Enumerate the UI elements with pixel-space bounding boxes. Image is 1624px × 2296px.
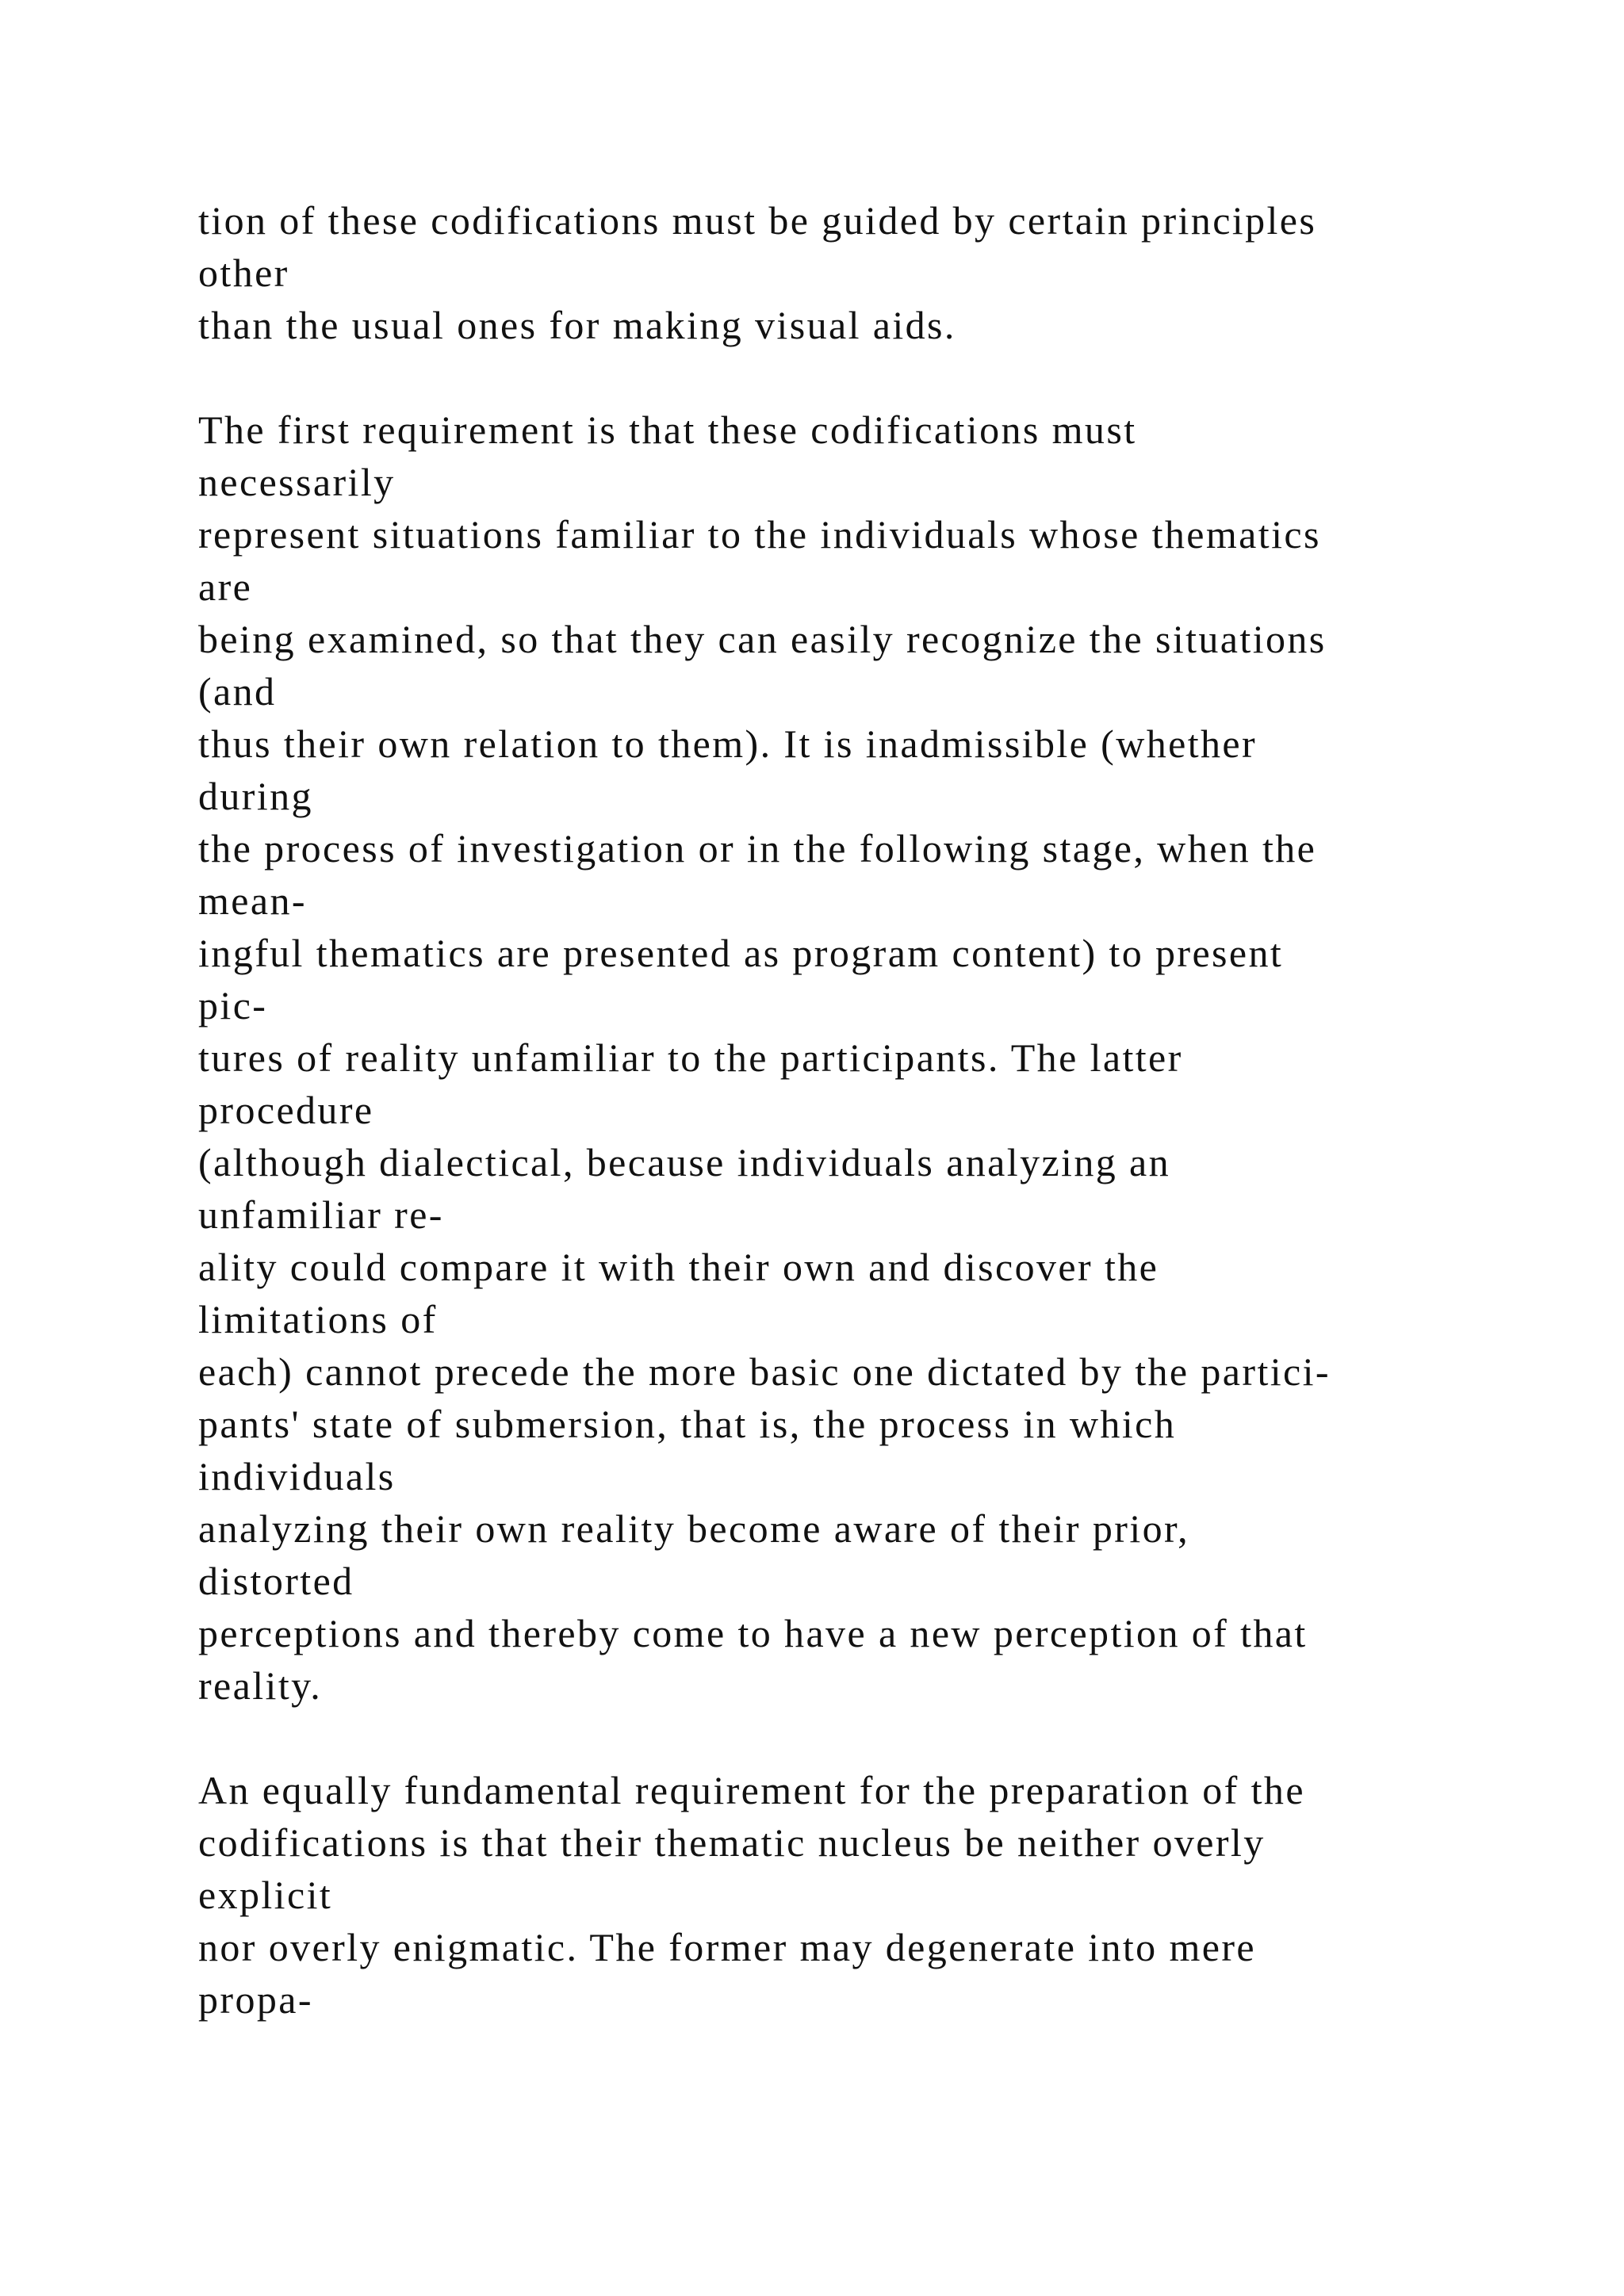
text-line: (although dialectical, because individuals analyzing an bbox=[198, 1140, 1171, 1184]
text-line: analyzing their own reality become aware of their prior, bbox=[198, 1506, 1189, 1551]
paragraph-gap bbox=[198, 351, 1507, 404]
text-line: The first requirement is that these codifications must bbox=[198, 408, 1137, 452]
text-line: distorted bbox=[198, 1559, 354, 1603]
text-line: tures of reality unfamiliar to the participants. The latter bbox=[198, 1035, 1183, 1080]
paragraph-2 bbox=[198, 404, 1507, 1712]
text-line: than the usual ones for making visual aids. bbox=[198, 303, 956, 347]
text-line: ingful thematics are presented as program content) to present bbox=[198, 931, 1284, 975]
paragraph-3 bbox=[198, 1764, 1507, 2026]
text-line: necessarily bbox=[198, 460, 396, 504]
text-line: codifications is that their thematic nucleus be neither overly bbox=[198, 1820, 1266, 1865]
text-line: nor overly enigmatic. The former may degenerate into mere bbox=[198, 1925, 1256, 1969]
document-page bbox=[198, 194, 1507, 2026]
text-line: limitations of bbox=[198, 1297, 438, 1341]
text-line: other bbox=[198, 251, 289, 295]
text-line: (and bbox=[198, 669, 277, 714]
text-line: individuals bbox=[198, 1454, 396, 1498]
text-line: each) cannot precede the more basic one dictated by the partici- bbox=[198, 1349, 1331, 1394]
text-line: propa- bbox=[198, 1977, 313, 2022]
text-line: thus their own relation to them). It is inadmissible (whether bbox=[198, 721, 1258, 766]
text-line: reality. bbox=[198, 1663, 323, 1708]
text-line: procedure bbox=[198, 1088, 374, 1132]
text-line: being examined, so that they can easily recognize the situations bbox=[198, 617, 1327, 661]
text-line: represent situations familiar to the individuals whose thematics bbox=[198, 512, 1321, 557]
paragraph-1 bbox=[198, 194, 1507, 351]
text-line: An equally fundamental requirement for the preparation of the bbox=[198, 1768, 1305, 1812]
text-line: during bbox=[198, 774, 313, 818]
text-line: perceptions and thereby come to have a new perception of that bbox=[198, 1611, 1308, 1655]
paragraph-gap bbox=[198, 1712, 1507, 1764]
text-line: tion of these codifications must be guided by certain principles bbox=[198, 198, 1317, 243]
text-line: explicit bbox=[198, 1873, 333, 1917]
text-line: ality could compare it with their own and discover the bbox=[198, 1245, 1159, 1289]
text-line: mean- bbox=[198, 878, 307, 923]
text-line: pic- bbox=[198, 983, 268, 1027]
text-line: pants' state of submersion, that is, the process in which bbox=[198, 1402, 1177, 1446]
text-line: the process of investigation or in the following stage, when the bbox=[198, 826, 1317, 871]
text-line: unfamiliar re- bbox=[198, 1192, 444, 1237]
text-line: are bbox=[198, 564, 253, 609]
